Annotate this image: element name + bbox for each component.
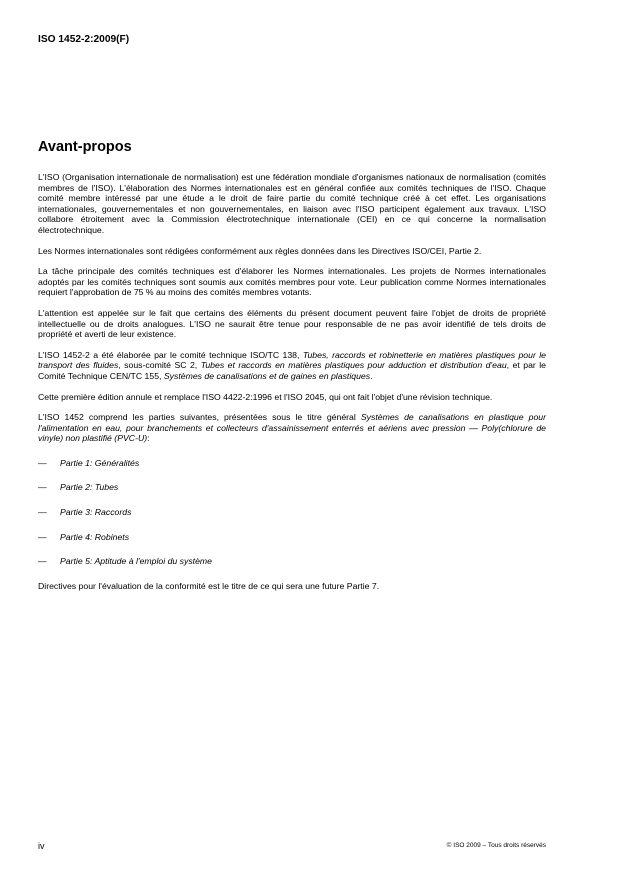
document-body <box>38 139 546 601</box>
paragraph-iso-intro: L'ISO (Organisation internationale de normalisation) est une fédération mondiale d'organismes nationaux de normalisation (comités membres de l'ISO). L'élaboration des Normes internationales est en général confiée aux comités techniques de l'ISO. Chaque comité membre intéressé par une étude a le droit de faire partie du comité technique créé à cet effet. Les organisations internationales, gouvernementales et non gouvernementales, en liaison avec l'ISO participent également aux travaux. L'ISO collabore étroitement avec la Commission électrotechnique internationale (CEI) en ce qui concerne la normalisation électrotechnique. <box>38 172 546 235</box>
paragraph-future-part: Directives pour l'évaluation de la conformité est le titre de ce qui sera une future Partie 7. <box>38 580 380 591</box>
paragraph-edition: Cette première édition annule et remplace l'ISO 4422-2:1996 et l'ISO 2045, qui ont fait l'objet d'une révision technique. <box>38 391 493 402</box>
paragraph-parts-intro: L'ISO 1452 comprend les parties suivantes, présentées sous le titre général Systèmes de canalisations en plastique pour l'alimentation en eau, pour branchements et collecteurs d'assainissement enterrés et aériens avec pression — Poly(chlorure de vinyle) non plastifié (PVC-U): <box>38 412 546 444</box>
paragraph-prepared-by: L'ISO 1452-2 a été élaborée par le comité technique ISO/TC 138, Tubes, raccords et robinetterie en matières plastiques pour le transport des fluides, sous-comité SC 2, Tubes et raccords en matières plastiques pour adduction et distribution d'eau, et par le Comité Technique CEN/TC 155, Systèmes de canalisations et de gaines en plastiques. <box>38 349 547 381</box>
list-item: — Partie 1: Généralités <box>38 457 140 468</box>
parts-list <box>38 458 546 567</box>
copyright-notice: © ISO 2009 – Tous droits réservés <box>446 842 546 849</box>
paragraph-committees: La tâche principale des comités techniques est d'élaborer les Normes internationales. Les projets de Normes internationales adoptés par les comités techniques sont soumis aux comités membres pour vote. Leur publication comme Normes internationales requiert l'approbation de 75 % au moins des comités membres votants. <box>38 266 546 298</box>
document-id: ISO 1452-2:2009(F) <box>38 34 130 45</box>
list-item: — Partie 3: Raccords <box>38 507 132 518</box>
list-item: — Partie 2: Tubes <box>38 482 119 493</box>
page-title: Avant-propos <box>38 139 132 155</box>
page-number: iv <box>38 841 45 851</box>
list-item: — Partie 4: Robinets <box>38 531 130 542</box>
paragraph-patent-notice: L'attention est appelée sur le fait que certains des éléments du présent document peuvent faire l'objet de droits de propriété intellectuelle ou de droits analogues. L'ISO ne saurait être tenue pour responsable de ne pas avoir identifié de tels droits de propriété et averti de leur existence. <box>38 307 546 340</box>
list-item: — Partie 5: Aptitude à l'emploi du système <box>38 556 212 567</box>
paragraph-directives: Les Normes internationales sont rédigées conformément aux règles données dans les Directives ISO/CEI, Partie 2. <box>38 245 482 256</box>
